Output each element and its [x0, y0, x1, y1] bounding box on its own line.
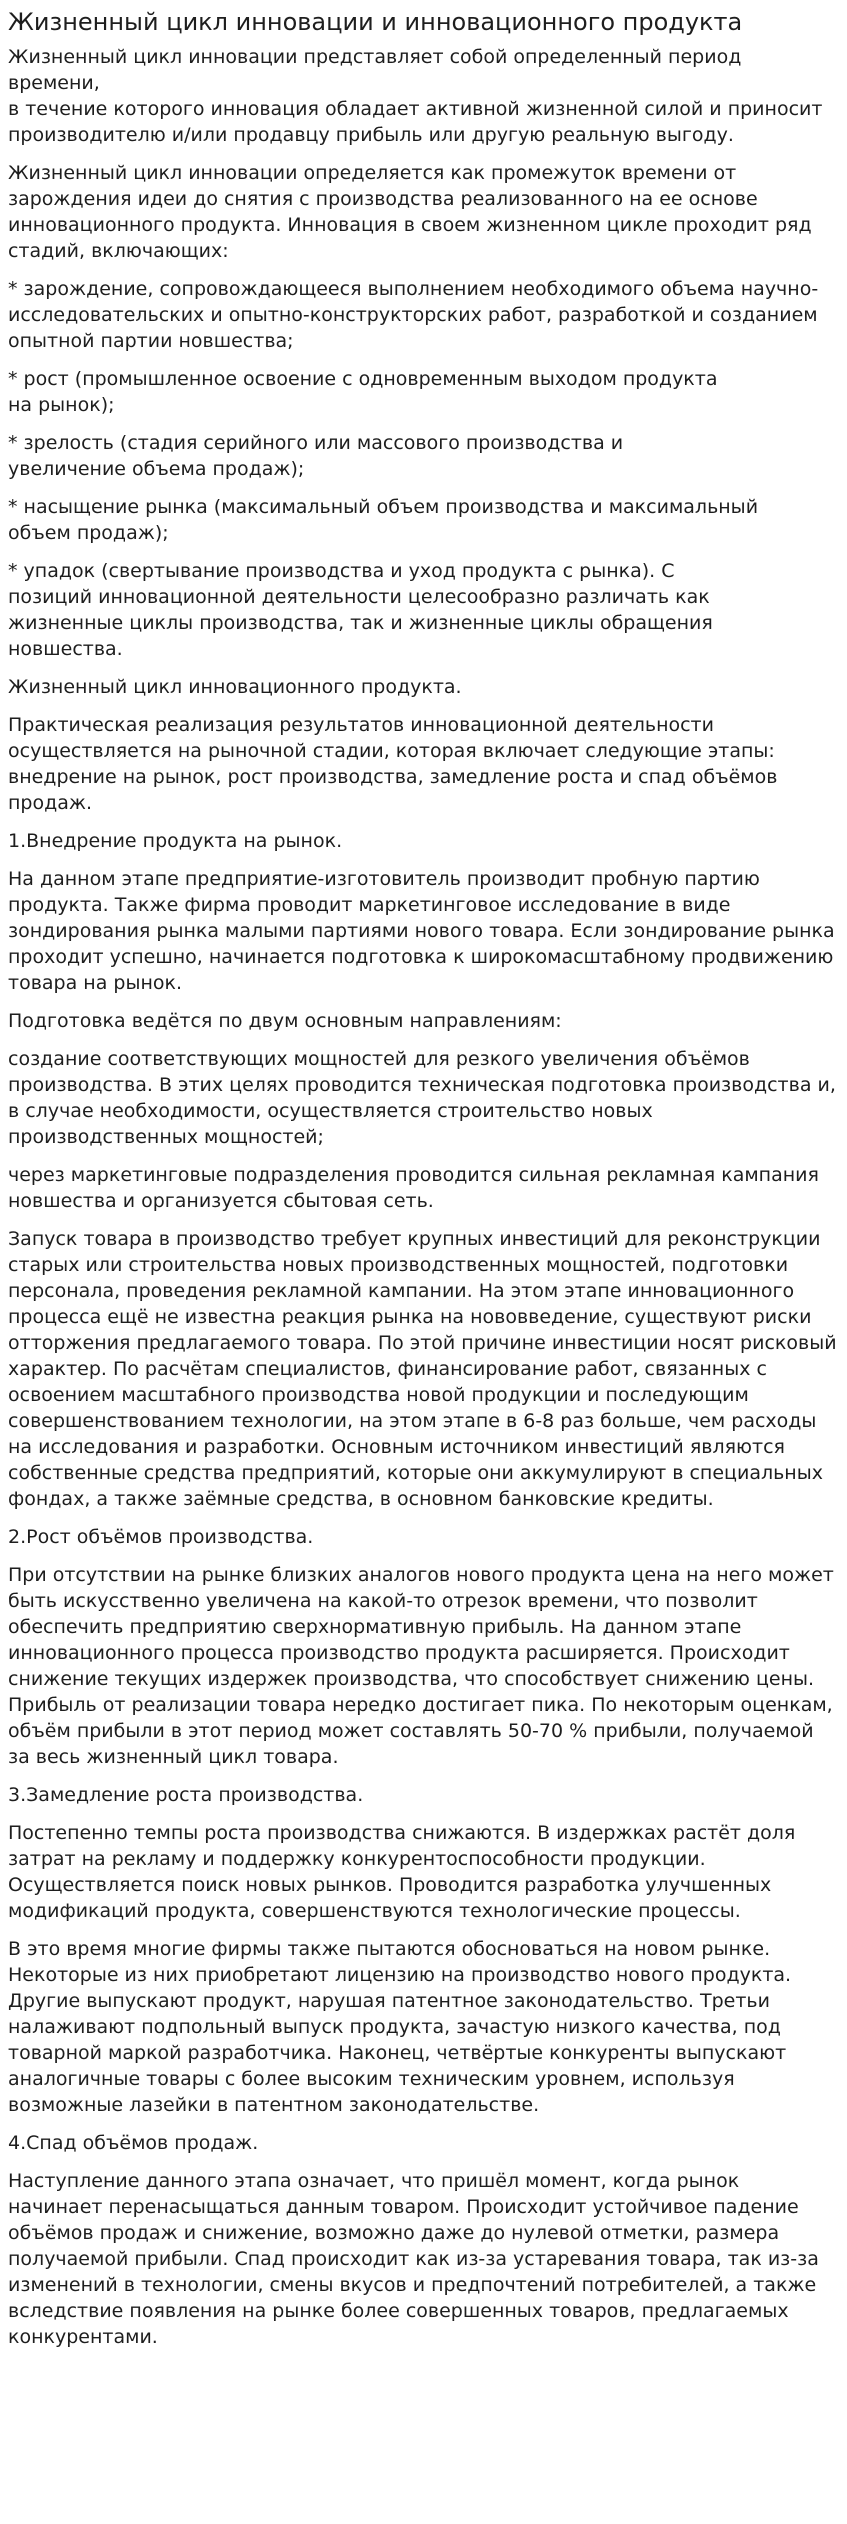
list-item-maturity: * зрелость (стадия серийного или массового производства и увеличение объема продаж);	[8, 432, 624, 480]
list-item-origin: * зарождение, сопровождающееся выполнением необходимого объема научно- исследовательских и опытно-конструкторских работ, разработкой и созданием опытной партии новшества;	[8, 278, 819, 352]
paragraph-preparation: Подготовка ведётся по двум основным направлениям:	[8, 1010, 562, 1032]
paragraph-definition: Жизненный цикл инновации представляет собой определенный период времени, в течение которого инновация обладает активной жизненной силой и приносит производителю и/или продавцу прибыль или другую реальную выгоду.	[8, 46, 823, 146]
paragraph-marketing: через маркетинговые подразделения проводится сильная рекламная кампания новшества и организуется сбытовая сеть.	[8, 1164, 819, 1212]
paragraph-slowdown: Постепенно темпы роста производства снижаются. В издержках растёт доля затрат на рекламу и поддержку конкурентоспособности продукции. Осуществляется поиск новых рынков. Проводится разработка улучшенных модификаций продукта, совершенствуются технологические процессы.	[8, 1822, 796, 1922]
paragraph-capacity: создание соответствующих мощностей для резкого увеличения объёмов производства. В этих целях проводится техническая подготовка производства и, в случае необходимости, осуществляется строительство новых производственных мощностей;	[8, 1048, 836, 1148]
paragraph-investment: Запуск товара в производство требует крупных инвестиций для реконструкции старых или строительства новых производственных мощностей, подготовки персонала, проведения рекламной кампании. На этом этапе инновационного процесса ещё не известна реакция рынка на нововведение, существуют риски отторжения предлагаемого товара. По этой причине инвестиции носят рисковый характер. По расчётам специалистов, финансирование работ, связанных с освоением масштабного производства новой продукции и последующим совершенствованием технологии, на этом этапе в 6-8 раз больше, чем расходы на исследования и разработки. Основным источником инвестиций являются собственные средства предприятий, которые они аккумулируют в специальных фондах, а также заёмные средства, в основном банковские кредиты.	[8, 1228, 837, 1510]
paragraph-competitors: В это время многие фирмы также пытаются обосноваться на новом рынке. Некоторые из них приобретают лицензию на производство нового продукта. Другие выпускают продукт, нарушая патентное законодательство. Третьи налаживают подпольный выпуск продукта, зачастую низкого качества, под товарной маркой разработчика. Наконец, четвёртые конкуренты выпускают аналогичные товары с более высоким техническим уровнем, используя возможные лазейки в патентном законодательстве.	[8, 1938, 792, 2116]
paragraph-stages-intro: Жизненный цикл инновации определяется как промежуток времени от зарождения идеи до снятия с производства реализованного на ее основе инновационного продукта. Инновация в своем жизненном цикле проходит ряд стадий, включающих:	[8, 162, 812, 262]
paragraph-introduction: На данном этапе предприятие-изготовитель производит пробную партию продукта. Также фирма проводит маркетинговое исследование в виде зондирования рынка малыми партиями нового товара. Если зондирование рынка проходит успешно, начинается подготовка к широкомасштабному продвижению товара на рынок.	[8, 868, 835, 994]
stage-heading-introduction: 1.Внедрение продукта на рынок.	[8, 830, 343, 852]
paragraph-market-stage: Практическая реализация результатов инновационной деятельности осуществляется на рыночной стадии, которая включает следующие этапы: внедрение на рынок, рост производства, замедление роста и спад объёмов продаж.	[8, 714, 778, 814]
stage-heading-decline: 4.Спад объёмов продаж.	[8, 2132, 259, 2154]
paragraph-decline: Наступление данного этапа означает, что пришёл момент, когда рынок начинает перенасыщаться данным товаром. Происходит устойчивое падение объёмов продаж и снижение, возможно даже до нулевой отметки, размера получаемой прибыли. Спад происходит как из-за устаревания товара, так из-за изменений в технологии, смены вкусов и предпочтений потребителей, а также вследствие появления на рынке более совершенных товаров, предлагаемых конкурентами.	[8, 2170, 819, 2348]
stage-heading-growth: 2.Рост объёмов производства.	[8, 1526, 314, 1548]
list-item-saturation: * насыщение рынка (максимальный объем производства и максимальный объем продаж);	[8, 496, 759, 544]
stage-heading-slowdown: 3.Замедление роста производства.	[8, 1784, 364, 1806]
section-heading-product-cycle: Жизненный цикл инновационного продукта.	[8, 676, 462, 698]
paragraph-growth: При отсутствии на рынке близких аналогов нового продукта цена на него может быть искусственно увеличена на какой-то отрезок времени, что позволит обеспечить предприятию сверхнормативную прибыль. На данном этапе инновационного процесса производство продукта расширяется. Происходит снижение текущих издержек производства, что способствует снижению цены. Прибыль от реализации товара нередко достигает пика. По некоторым оценкам, объём прибыли в этот период может составлять 50-70 % прибыли, получаемой за весь жизненный цикл товара.	[8, 1564, 834, 1768]
document-title: Жизненный цикл инновации и инновационного продукта	[8, 8, 743, 36]
list-item-decline: * упадок (свертывание производства и уход продукта с рынка). С позиций инновационной деятельности целесообразно различать как жизненные циклы производства, так и жизненные циклы обращения новшества.	[8, 560, 713, 660]
list-item-growth: * рост (промышленное освоение с одновременным выходом продукта на рынок);	[8, 368, 718, 416]
